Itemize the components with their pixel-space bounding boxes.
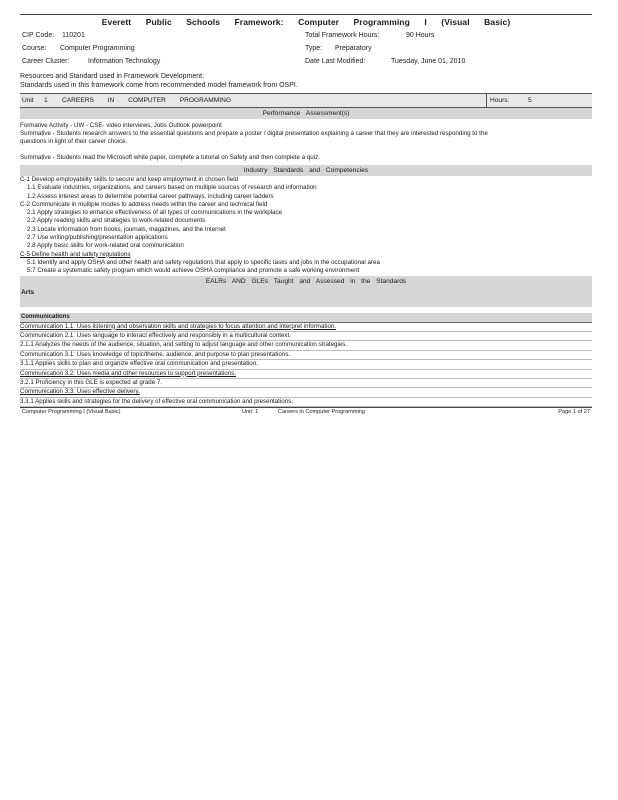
communications-section: Communications bbox=[20, 313, 592, 323]
unit-number: 1 bbox=[44, 97, 48, 104]
hours-value: 5 bbox=[528, 97, 532, 104]
summative-activity-1-cont: questions in light of their career choice. bbox=[20, 138, 128, 145]
meta-row-cip bbox=[20, 29, 592, 42]
unit-bar-divider bbox=[486, 94, 487, 107]
course-value: Computer Programming bbox=[60, 45, 135, 52]
communication-standard-item: 2.1.1 Analyzes the needs of the audience, situation, and setting to adjust language and other communication strategies. bbox=[20, 341, 592, 350]
unit-header-bar bbox=[20, 93, 592, 108]
arts-section: Arts bbox=[20, 287, 592, 307]
resources-text: Standards used in this framework come from recommended model framework from OSPI. bbox=[20, 82, 298, 89]
summative-activity-2: Summative - Students read the Microsoft white paper, complete a tutorial on Safety and then complete a quiz. bbox=[20, 154, 320, 161]
industry-standard-item: 2.7 Use writing/publishing/presentation applications bbox=[27, 234, 168, 242]
industry-standards-list bbox=[20, 176, 592, 276]
industry-standard-item: C-2 Communicate in multiple modes to address needs within the career and technical field bbox=[20, 200, 268, 208]
communication-standard-item: 3.1.1 Applies skills to plan and organize effective oral communication and presentation. bbox=[20, 360, 592, 369]
career-cluster-label: Career Cluster: bbox=[22, 58, 70, 65]
page-footer bbox=[20, 407, 592, 417]
industry-standard-item: 2.8 Apply basic skills for work-related oral communication bbox=[27, 242, 184, 250]
footer-page-number: Page 1 of 27 bbox=[558, 409, 590, 416]
communication-standard-item: Communication 1.1: Uses listening and observation skills and strategies to focus attention and interpret information. bbox=[20, 323, 592, 332]
total-hours-label: Total Framework Hours: bbox=[305, 32, 380, 39]
industry-standard-item: C-1 Develop employability skills to secure and keep employment in chosen field bbox=[20, 176, 239, 183]
formative-activity: Formative Activity - UW - CSE- video interviews, Jobs Outlook powerpoint bbox=[20, 122, 222, 129]
communication-standard-item: Communication 3.1: Uses knowledge of topic/theme, audience, and purpose to plan presentations. bbox=[20, 351, 592, 360]
unit-title: CAREERS IN COMPUTER PROGRAMMING bbox=[62, 97, 231, 104]
communication-standard-item: Communication 2.1: Uses language to interact effectively and responsibly in a multicultural context. bbox=[20, 332, 592, 341]
industry-standard-item: 2.1 Apply strategies to enhance effectiveness of all types of communications in the workplace bbox=[27, 209, 283, 217]
cip-code-label: CIP Code: bbox=[22, 32, 55, 39]
industry-standard-item: 2.3 Locate information from books, journals, magazines, and the Internet bbox=[27, 225, 226, 233]
unit-label: Unit bbox=[22, 97, 34, 104]
document-page bbox=[20, 14, 592, 417]
footer-unit: Unit: 1 bbox=[242, 409, 259, 416]
total-hours-value: 90 Hours bbox=[406, 32, 435, 39]
meta-row-course bbox=[20, 42, 592, 55]
type-value: Preparatory bbox=[335, 45, 372, 52]
hours-label: Hours: bbox=[490, 97, 510, 104]
footer-course: Computer Programming I (Visual Basic) bbox=[22, 409, 121, 416]
industry-standard-item: 5.1 Identify and apply OSHA and other health and safety regulations that apply to specific tasks and jobs in the occupational area bbox=[27, 258, 380, 266]
ealrs-heading: EALRs AND GLEs Taught and Assessed in the Standards bbox=[20, 276, 592, 287]
date-modified-label: Date Last Modified: bbox=[305, 58, 366, 65]
course-label: Course: bbox=[22, 45, 47, 52]
industry-standard-item: 2.2 Apply reading skills and strategies to work-related documents bbox=[27, 217, 206, 225]
framework-title: Everett Public Schools Framework: Computer Programming I (Visual Basic) bbox=[101, 17, 511, 27]
communications-list bbox=[20, 323, 592, 408]
date-modified-value: Tuesday, June 01, 2010 bbox=[391, 58, 466, 65]
industry-standard-item: C-5 Define health and safety regulations bbox=[20, 250, 131, 258]
industry-standard-item: 5.7 Create a systematic safety program which would achieve OSHA compliance and promote a safe working environment bbox=[27, 267, 360, 275]
cip-code-value: 110201 bbox=[62, 32, 85, 39]
communication-standard-item: 3.2.1 Proficiency in this GLE is expected at grade 7. bbox=[20, 379, 592, 388]
summative-activity-1: Summative - Students research answers to the essential questions and prepare a poster / digital presentation explaining a career that they are interested responding to the bbox=[20, 130, 488, 137]
industry-standard-item: 1.1 Evaluate industries, organizations, and careers based on multiple sources of research and information bbox=[27, 184, 317, 192]
industry-standards-heading: Industry Standards and Competencies bbox=[20, 165, 592, 176]
resources-label: Resources and Standard used in Framework Development: bbox=[20, 73, 205, 80]
performance-heading: Performance Assessment(s) bbox=[20, 108, 592, 119]
footer-unit-title: Careers in Computer Programming bbox=[278, 409, 366, 416]
career-cluster-value: Information Technology bbox=[88, 58, 161, 65]
communication-standard-item: Communication 3.3: Uses effective delivery. bbox=[20, 388, 592, 397]
communication-standard-item: Communication 3.2: Uses media and other resources to support presentations. bbox=[20, 370, 592, 379]
type-label: Type: bbox=[305, 45, 323, 52]
industry-standard-item: 1.2 Assess interest areas to determine potential career pathways, including career ladders bbox=[27, 192, 274, 200]
communication-standard-item: 3.3.1 Applies skills and strategies for the delivery of effective oral communication and presentations. bbox=[20, 398, 592, 407]
meta-row-cluster bbox=[20, 55, 592, 68]
